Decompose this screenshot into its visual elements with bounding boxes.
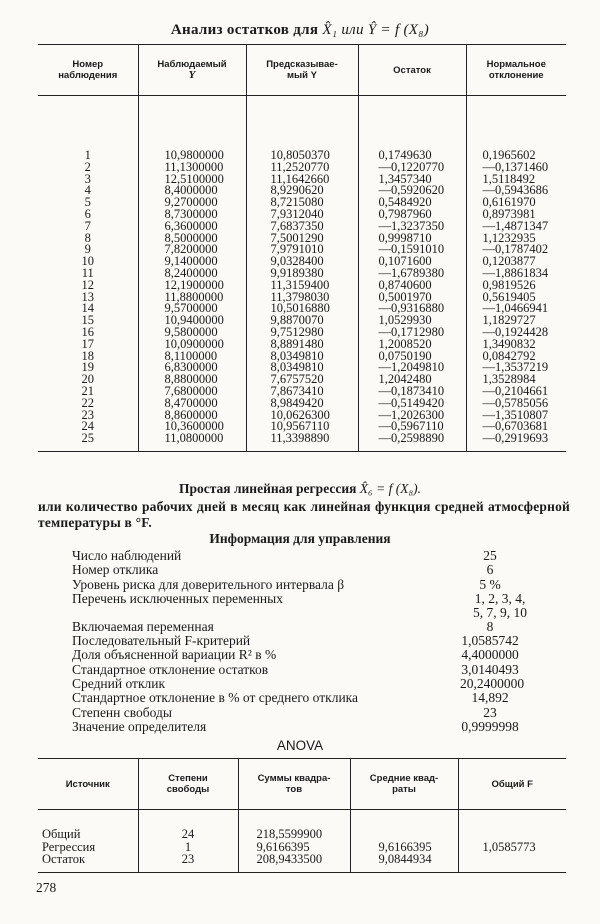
- table-row: 22 8,4700000 8,9849420 —0,5149420 —0,5785056: [38, 398, 566, 410]
- table-row: 25 11,0800000 11,3398890 —0,2598890 —0,2919693: [38, 433, 566, 445]
- table-row: 8 8,5000000 7,5001290 0,9998710 1,1232935: [38, 233, 566, 245]
- table-row: 14 9,5700000 10,5016880 —0,9316880 —1,0466941: [38, 303, 566, 315]
- table-row: 21 7,6800000 7,8673410 —0,1873410 —0,2104661: [38, 386, 566, 398]
- col-header-observed: Наблюдаемый Y: [138, 45, 246, 96]
- info-row: Средний отклик 20,2400000: [72, 676, 525, 692]
- info-title: Информация для управления: [209, 531, 391, 546]
- col-header-predicted: Предсказывае- мый Y: [246, 45, 358, 96]
- info-row: Доля объясненной вариации R² в % 4,4000000: [72, 647, 519, 663]
- info-row: Стандартное отклонение в % от среднего отклика 14,892: [72, 690, 509, 706]
- table-row: 23 8,8600000 10,0626300 —1,2026300 —1,3510807: [38, 410, 566, 422]
- info-row: Стандартное отклонение остатков 3,0140493: [72, 661, 519, 677]
- info-row: Перечень исключенных переменных 1, 2, 3, 4, 5, 7, 9, 10: [72, 590, 527, 620]
- table-row: 4 8,4000000 8,9290620 —0,5920620 —0,5943686: [38, 185, 566, 197]
- table-row: 11 8,2400000 9,9189380 —1,6789380 —1,8861834: [38, 268, 566, 280]
- info-row: Значение определителя 0,9999998: [72, 718, 519, 734]
- residuals-table: [38, 44, 566, 452]
- regression-title-formula: X̂₆ = f (X₈).: [356, 481, 422, 496]
- table-row: 2 11,1300000 11,2520770 —0,1220770 —0,1371460: [38, 162, 566, 174]
- col-header-df: Степени свободы: [138, 759, 238, 810]
- table-row: 13 11,8800000 11,3798030 0,5001970 0,5619405: [38, 292, 566, 304]
- table-row: 16 9,5800000 9,7512980 —0,1712980 —0,1924428: [38, 327, 566, 339]
- info-row: Включаемая переменная 8: [72, 618, 494, 634]
- col-header-f: Общий F: [458, 759, 566, 810]
- table-row: 10 9,1400000 9,0328400 0,1071600 0,1203877: [38, 256, 566, 268]
- description-paragraph: или количество рабочих дней в месяц как линейная функция средней атмосферной температуры в °F.: [38, 499, 570, 530]
- table-row: 12 12,1900000 11,3159400 0,8740600 0,9819526: [38, 280, 566, 292]
- col-header-ss: Суммы квадра- тов: [238, 759, 350, 810]
- table-row: Остаток 23 208,9433500 9,0844934: [38, 853, 566, 866]
- table-row: 9 7,8200000 7,9791010 —0,1591010 —0,1787402: [38, 244, 566, 256]
- table-row: 7 6,3600000 7,6837350 —1,3237350 —1,4871347: [38, 221, 566, 233]
- col-header-ms: Средние квад- раты: [350, 759, 458, 810]
- management-info: [0, 549, 600, 734]
- residuals-title: [0, 22, 600, 39]
- info-row: Уровень риска для доверительного интервала β 5 %: [72, 576, 501, 592]
- regression-title-text: Простая линейная регрессия: [178, 481, 357, 496]
- table-end: [38, 866, 566, 873]
- table-row: 15 10,9400000 9,8870070 1,0529930 1,1829727: [38, 315, 566, 327]
- table-row: 6 8,7300000 7,9312040 0,7987960 0,8973981: [38, 209, 566, 221]
- table-row: 17 10,0900000 8,8891480 1,2008520 1,3490832: [38, 339, 566, 351]
- table-row: 18 8,1100000 8,0349810 0,0750190 0,0842792: [38, 351, 566, 363]
- info-row: Число наблюдений 25: [72, 548, 497, 563]
- table-row: 20 8,8800000 7,6757520 1,2042480 1,3528984: [38, 374, 566, 386]
- anova-header-row: [38, 759, 566, 810]
- table-row: 3 12,5100000 11,1642660 1,3457340 1,5118492: [38, 174, 566, 186]
- regression-title: [0, 481, 600, 497]
- table-row: 1 10,9800000 10,8050370 0,1749630 0,1965602: [38, 150, 566, 162]
- col-header-normal-deviation: Нормальное отклонение: [466, 45, 566, 96]
- table-spacer: [38, 96, 566, 151]
- page-number: 278: [36, 880, 57, 895]
- col-header-source: Источник: [38, 759, 138, 810]
- table-row: Регрессия 1 9,6166395 9,6166395 1,0585773: [38, 841, 566, 854]
- table-end: [38, 445, 566, 452]
- anova-table: [38, 758, 566, 873]
- col-header-residual: Остаток: [358, 45, 466, 96]
- info-row: Последовательный F-критерий 1,0585742: [72, 633, 519, 649]
- residuals-header-row: [38, 45, 566, 96]
- info-row: Степенн свободы 23: [72, 704, 497, 720]
- table-row: 5 9,2700000 8,7215080 0,5484920 0,6161970: [38, 197, 566, 209]
- col-header-number: Номер наблюдения: [38, 45, 138, 96]
- anova-title: ANOVA: [276, 738, 324, 753]
- table-row: Общий 24 218,5599900: [38, 828, 566, 841]
- table-spacer: [38, 810, 566, 829]
- residuals-title-text: Анализ остатков для: [170, 22, 319, 38]
- residuals-title-formula: X̂₁ или Ŷ = f (X₈): [318, 22, 430, 38]
- table-row: 24 10,3600000 10,9567110 —0,5967110 —0,6703681: [38, 421, 566, 433]
- table-row: 19 6,8300000 8,0349810 —1,2049810 —1,3537219: [38, 362, 566, 374]
- info-row: Номер отклика 6: [72, 562, 494, 578]
